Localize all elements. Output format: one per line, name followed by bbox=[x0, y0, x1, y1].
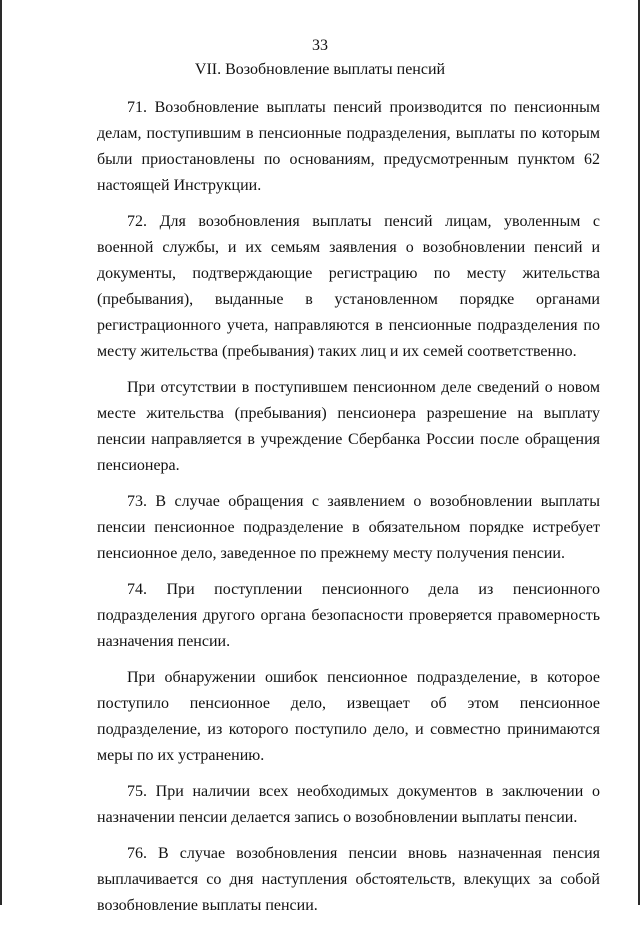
page-number: 33 bbox=[312, 37, 328, 54]
paragraph-76: 76. В случае возобновления пенсии вновь назначенная пенсия выплачивается со дня наступления обстоятельств, влекущих за собой возобновление выплаты пенсии. bbox=[97, 845, 600, 914]
paragraph-72: 72. Для возобновления выплаты пенсий лицам, уволенным с военной службы, и их семьям заявления о возобновлении пенсий и документы, подтверждающие регистрацию по месту жительства (пребывания), выданные в установленном порядке органами регистрационного учета, направляются в пенсионные подразделения по месту жительства (пребывания) таких лиц и их семей соответственно. bbox=[97, 213, 600, 360]
scan-border-left bbox=[0, 0, 2, 905]
document-body bbox=[97, 95, 600, 929]
paragraph-74: 74. При поступлении пенсионного дела из пенсионного подразделения другого органа безопасности проверяется правомерность назначения пенсии. bbox=[97, 581, 600, 650]
paragraph-73: 73. В случае обращения с заявлением о возобновлении выплаты пенсии пенсионное подразделение в обязательном порядке истребует пенсионное дело, заведенное по прежнему месту получения пенсии. bbox=[97, 493, 600, 562]
paragraph-74-note: При обнаружении ошибок пенсионное подразделение, в которое поступило пенсионное дело, извещает об этом пенсионное подразделение, из которого поступило дело, и совместно принимаются меры по их устранению. bbox=[97, 669, 600, 764]
section-title: VII. Возобновление выплаты пенсий bbox=[194, 61, 446, 78]
paragraph-75: 75. При наличии всех необходимых документов в заключении о назначении пенсии делается запись о возобновлении выплаты пенсии. bbox=[97, 783, 600, 826]
paragraph-71: 71. Возобновление выплаты пенсий производится по пенсионным делам, поступившим в пенсионные подразделения, выплаты по которым были приостановлены по основаниям, предусмотренным пунктом 62 настоящей Инструкции. bbox=[97, 99, 600, 194]
paragraph-72-note: При отсутствии в поступившем пенсионном деле сведений о новом месте жительства (пребывания) пенсионера разрешение на выплату пенсии направляется в учреждение Сбербанка России после обращения пенсионера. bbox=[97, 379, 600, 474]
